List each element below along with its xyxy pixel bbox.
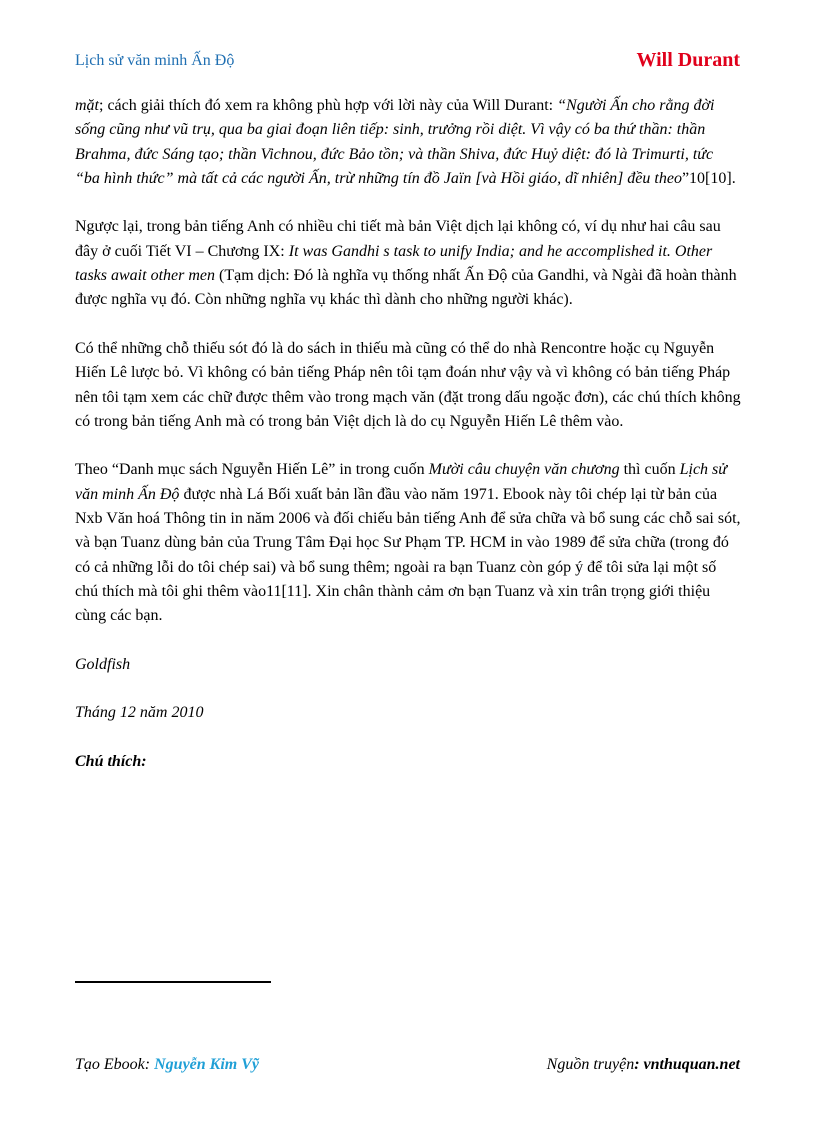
footer-source-colon: : (634, 1056, 644, 1073)
p4-book-title-1: Mười câu chuyện văn chương (428, 461, 620, 479)
p4-text-c: thì cuốn (619, 461, 680, 479)
paragraph-4 (75, 458, 741, 628)
header-author: Will Durant (636, 49, 740, 71)
signature-date: Tháng 12 năm 2010 (75, 704, 204, 722)
p1-footnote-ref: ”10[10]. (681, 169, 736, 187)
footer-source (547, 1056, 740, 1074)
p4-text-a: Theo “Danh mục sách Nguyễn Hiến Lê” in trong cuốn (75, 461, 429, 479)
p1-quote: “Người Ấn cho rằng đời sống cũng như vũ trụ, qua ba giai đoạn liên tiếp: sinh, trưởng rồi diệt. Vì vậy có ba thứ thần: thần Brahma, đức Sáng tạo; thần Vichnou, đức Bảo tồn; và thần Shiva, đức Huỷ diệt: đó là Trimurti, tức “ba hình thức” mà tất cả các người Ấn, trừ những tín đồ Jaïn [và Hồi giáo, dĩ nhiên] đều theo (75, 97, 715, 187)
p2-english-quote: It was Gandhi s task to unify India; and he accomplished it. Other tasks await other men (75, 242, 713, 285)
p2-translation: (Tạm dịch: Đó là nghĩa vụ thống nhất Ấn Độ của Gandhi, và Ngài đã hoàn thành được nghĩa vụ đó. Còn những nghĩa vụ khác thì dành cho những người khác). (75, 267, 737, 309)
signature-name: Goldfish (75, 655, 131, 673)
footer-credit-label: Tạo Ebook (75, 1056, 145, 1073)
footer-source-site[interactable]: vnthuquan.net (643, 1056, 740, 1073)
paragraph-2 (75, 215, 741, 312)
p2-text: Ngược lại, trong bản tiếng Anh có nhiều chi tiết mà bản Việt dịch lại không có, ví dụ như hai câu sau đây ở cuối Tiết VI – Chương IX: (75, 218, 721, 260)
footer-credit-name: Nguyễn Kim Vỹ (154, 1056, 259, 1073)
notes-heading: Chú thích: (75, 753, 147, 771)
paragraph-3: Có thể những chỗ thiếu sót đó là do sách in thiếu mà cũng có thể do nhà Rencontre hoặc cụ Nguyễn Hiến Lê lược bỏ. Vì không có bản tiếng Pháp nên tôi tạm đoán như vậy và vì không có bản tiếng Pháp nên tôi tạm xem các chữ được thêm vào trong mạch văn (đặt trong dấu ngoặc đơn), các chú thích không có trong bản tiếng Anh mà có trong bản Việt dịch là do cụ Nguyễn Hiến Lê thêm vào. (75, 339, 741, 430)
p1-text: ; cách giải thích đó xem ra không phù hợp với lời này của Will Durant: (99, 97, 558, 114)
footnote-divider (75, 981, 271, 983)
paragraph-1 (75, 94, 741, 191)
footer-credit (75, 1056, 259, 1074)
footer-credit-colon: : (144, 1056, 155, 1073)
p1-lead-word: mặt (75, 97, 99, 114)
p4-book-title-2: Lịch sử văn minh Ấn Độ (75, 461, 727, 503)
p4-text-e: được nhà Lá Bối xuất bản lần đầu vào năm 1971. Ebook này tôi chép lại từ bản của Nxb Văn hoá Thông tin in năm 2006 và đối chiếu bản tiếng Anh để sửa chữa và bổ sung các chỗ sai sót, và bạn Tuanz dùng bản của Trung Tâm Đại học Sư Phạm TP. HCM in vào 1989 để sửa chữa (trong đó có cả những lỗi do tôi chép sai) và bổ sung thêm; ngoài ra bạn Tuanz còn góp ý để tôi sửa lại một số chú thích mà tôi ghi thêm vào11[11]. Xin chân thành cảm ơn bạn Tuanz và xin trân trọng giới thiệu cùng các bạn. (75, 485, 741, 625)
document-body (75, 94, 741, 799)
footer-source-label: Nguồn truyện (546, 1056, 635, 1073)
header-title: Lịch sử văn minh Ấn Độ (75, 52, 235, 69)
